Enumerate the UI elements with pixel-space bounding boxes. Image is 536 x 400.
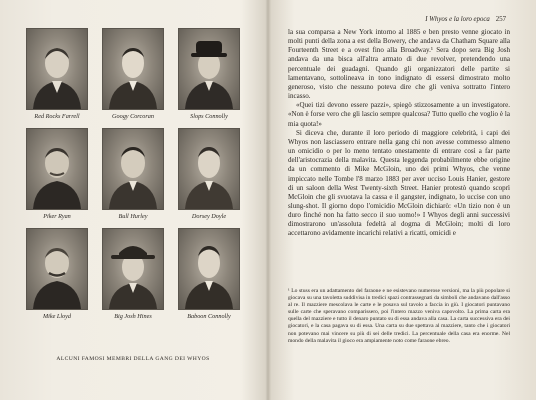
photo-caption: Googy Corcoran <box>112 113 154 120</box>
photo-caption: Piker Ryan <box>43 213 71 220</box>
portrait-photo <box>178 128 240 210</box>
portrait-figure <box>27 229 87 309</box>
photo-row <box>26 128 240 220</box>
portrait-figure <box>179 129 239 209</box>
photo-row <box>26 28 240 120</box>
portrait-figure <box>27 29 87 109</box>
paragraph: la sua comparsa a New York intorno al 1885 e ben presto venne giocato in molti punti della zona a est della Bowery, che andava da Chatham Square alla Fourteenth Street e a ovest fino alla Broadway.¹ Sera dopo sera Big Josh andava da una bisca all'altra armato di due revolver, pretendendo una percentuale dei guadagni. Quando gli organizzatori delle partite si lamentavano, sottolineava in tono indignato di essersi dimostrato molto generoso, visto che nessuno poteva dire che gli veniva sottratto l'intero incasso. <box>288 28 510 101</box>
paragraph: Si diceva che, durante il loro periodo di maggiore celebrità, i capi dei Whyos non lasciassero entrare nella gang chi non avesse commesso almeno un omicidio o per lo meno tentato onestamente di entrare così a far parte dell'aristocrazia della malavita. Questa leggenda probabilmente ebbe origine da un commento di Mike McGloin, uno dei primi Whyos, che venne impiccato nelle Tombe l'8 marzo 1883 per aver ucciso Louis Hanier, gestore di un saloon della West Twenty-sixth Street. Hanier protestò quando scoprì McGloin che gli svuotava la cassa e il gangster, indignato, lo uccise con uno slung-shot. Il giorno dopo l'omicidio McGloin dichiarò: «Un tizio non è un duro finché non ha fatto secco il suo uomo!» I Whyos degli anni successivi dimostrarono un'assoluta fedeltà al dogma di McGloin; molti di loro accettarono avidamente incarichi relativi a ricatti, omicidi e <box>288 128 510 238</box>
footnote: ¹ Lo stuss era un adattamento del faraone e ne esistevano numerose versioni, ma la più popolare si giocava su una tavoletta suddivisa in tredici spazi contrassegnati da simboli che andavano dall'asso al re. Il mazziere mescolava le carte e le posava sul tavolo a faccia in giù. I giocatori puntavano sulle carte che speravano comparissero, poi l'intero mazzo veniva capovolto. La prima carta era quella del mazziere e tutto il denaro puntato su di essa andava alla casa. La carta successiva era dei giocatori, e la casa pagava su di essa. Una carta su due spettava al mazziere, tanto che i giocatori non potevano mai vincere su più di sei delle tredici. La percentuale della casa era enorme. Nel mondo della malavita il gioco era ampiamente noto come faraone ebreo. <box>288 288 510 344</box>
portrait-figure <box>103 229 163 309</box>
photo-cell <box>26 28 88 120</box>
plate-caption: ALCUNI FAMOSI MEMBRI DELLA GANG DEI WHYOS <box>56 356 210 362</box>
photo-cell <box>102 28 164 120</box>
photo-cell <box>178 28 240 120</box>
portrait-photo <box>178 28 240 110</box>
portrait-photo <box>26 28 88 110</box>
portrait-figure <box>179 29 239 109</box>
running-head <box>425 16 506 23</box>
portrait-photo <box>178 228 240 310</box>
portrait-figure <box>103 129 163 209</box>
photo-cell <box>26 128 88 220</box>
portrait-figure <box>103 29 163 109</box>
right-page <box>268 0 536 400</box>
portrait-photo <box>102 228 164 310</box>
photo-cell <box>102 228 164 320</box>
photo-cell <box>178 128 240 220</box>
photo-caption: Mike Lloyd <box>42 313 71 320</box>
photo-row <box>26 228 240 320</box>
photo-caption: Red Rocks Farrell <box>34 113 80 120</box>
photo-caption: Slops Connolly <box>190 113 228 120</box>
photo-caption: Baboon Connolly <box>187 313 231 320</box>
photo-cell <box>102 128 164 220</box>
portrait-photo <box>26 228 88 310</box>
photo-caption: Dorsey Doyle <box>191 213 227 220</box>
page-number: 257 <box>495 16 506 23</box>
photo-plate <box>26 28 240 328</box>
portrait-photo <box>102 128 164 210</box>
body-text <box>288 28 510 239</box>
portrait-figure <box>27 129 87 209</box>
portrait-photo <box>26 128 88 210</box>
paragraph: «Quei tizi devono essere pazzi», spiegò stizzosamente a un investigatore. «Non è forse vero che gli lascio sempre qualcosa? Tutto quello che voglio è la mia quota!» <box>288 101 510 128</box>
photo-caption: Big Josh Hines <box>114 313 152 320</box>
running-head-title: I Whyos e la loro epoca <box>425 16 490 23</box>
portrait-photo <box>102 28 164 110</box>
photo-cell <box>26 228 88 320</box>
photo-cell <box>178 228 240 320</box>
portrait-figure <box>179 229 239 309</box>
photo-caption: Bull Hurley <box>118 213 148 220</box>
